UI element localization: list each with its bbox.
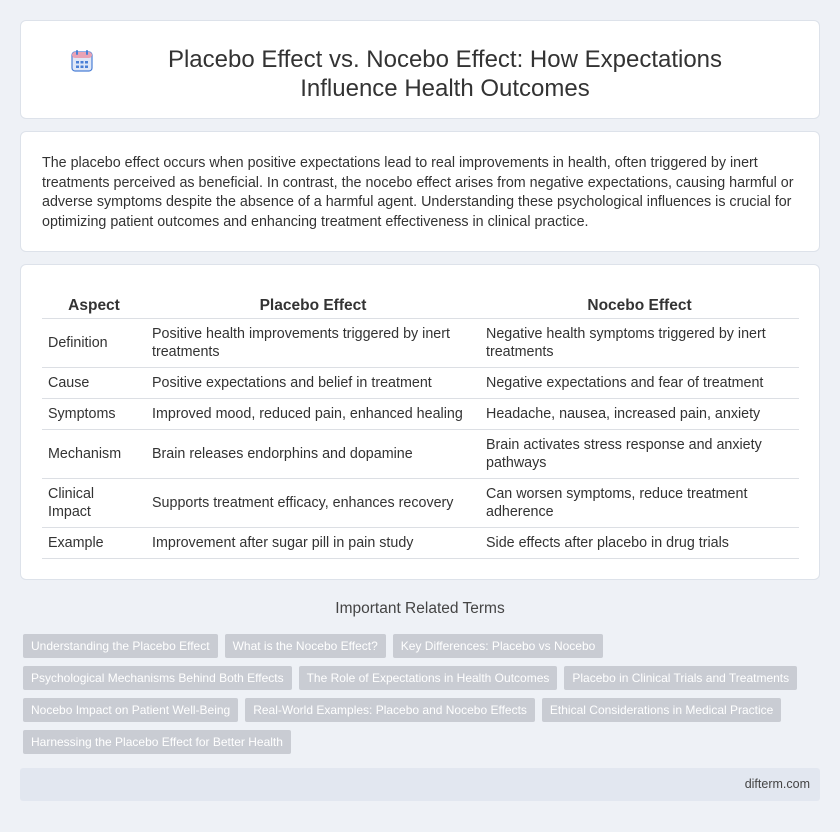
related-term-tag[interactable]: Nocebo Impact on Patient Well-Being — [23, 698, 238, 722]
table-row — [42, 478, 799, 527]
comparison-table-card — [20, 264, 820, 580]
nocebo-cell: Side effects after placebo in drug trials — [480, 527, 799, 558]
related-term-tag[interactable]: Psychological Mechanisms Behind Both Effects — [23, 666, 292, 690]
related-terms-list — [23, 634, 813, 762]
related-term-tag[interactable]: Real-World Examples: Placebo and Nocebo Effects — [245, 698, 535, 722]
intro-paragraph: The placebo effect occurs when positive expectations lead to real improvements in health, often triggered by inert treatments perceived as beneficial. In contrast, the nocebo effect arises from negative expectations, causing harmful or adverse symptoms despite the absence of a harmful agent. Understanding these psychological influences is crucial for optimizing patient outcomes and enhancing treatment effectiveness in clinical practice. — [42, 155, 794, 230]
nocebo-cell: Brain activates stress response and anxiety pathways — [480, 429, 799, 478]
tag-row — [23, 730, 813, 754]
related-term-tag[interactable]: Placebo in Clinical Trials and Treatments — [564, 666, 797, 690]
related-term-tag[interactable]: Harnessing the Placebo Effect for Better Health — [23, 730, 291, 754]
nocebo-cell: Negative health symptoms triggered by inert treatments — [480, 318, 799, 367]
tag-row — [23, 698, 813, 722]
related-term-tag[interactable]: Understanding the Placebo Effect — [23, 634, 218, 658]
tag-row — [23, 634, 813, 658]
footer-site-link[interactable]: difterm.com — [744, 777, 810, 791]
table-header-row — [42, 294, 799, 318]
tag-row — [23, 666, 813, 690]
table-row — [42, 527, 799, 558]
comparison-table — [42, 294, 799, 559]
aspect-cell: Cause — [42, 367, 146, 398]
footer — [20, 768, 820, 801]
intro-card — [20, 131, 820, 252]
related-term-tag[interactable]: What is the Nocebo Effect? — [225, 634, 386, 658]
column-header-nocebo: Nocebo Effect — [480, 294, 799, 318]
placebo-cell: Improvement after sugar pill in pain study — [146, 527, 480, 558]
table-row — [42, 318, 799, 367]
placebo-cell: Positive expectations and belief in treatment — [146, 367, 480, 398]
column-header-placebo: Placebo Effect — [146, 294, 480, 318]
page-title: Placebo Effect vs. Nocebo Effect: How Expectations Influence Health Outcomes — [167, 46, 723, 102]
table-row — [42, 398, 799, 429]
nocebo-cell: Negative expectations and fear of treatment — [480, 367, 799, 398]
nocebo-cell: Can worsen symptoms, reduce treatment adherence — [480, 478, 799, 527]
aspect-cell: Example — [42, 527, 146, 558]
aspect-cell: Mechanism — [42, 429, 146, 478]
aspect-cell: Definition — [42, 318, 146, 367]
placebo-cell: Positive health improvements triggered by inert treatments — [146, 318, 480, 367]
header-card — [20, 20, 820, 119]
placebo-cell: Improved mood, reduced pain, enhanced healing — [146, 398, 480, 429]
related-term-tag[interactable]: Ethical Considerations in Medical Practice — [542, 698, 781, 722]
related-term-tag[interactable]: Key Differences: Placebo vs Nocebo — [393, 634, 604, 658]
nocebo-cell: Headache, nausea, increased pain, anxiety — [480, 398, 799, 429]
placebo-cell: Brain releases endorphins and dopamine — [146, 429, 480, 478]
aspect-cell: Clinical Impact — [42, 478, 146, 527]
related-term-tag[interactable]: The Role of Expectations in Health Outcomes — [299, 666, 558, 690]
column-header-aspect: Aspect — [42, 294, 146, 318]
table-row — [42, 429, 799, 478]
aspect-cell: Symptoms — [42, 398, 146, 429]
related-terms-title: Important Related Terms — [335, 600, 505, 617]
table-row — [42, 367, 799, 398]
placebo-cell: Supports treatment efficacy, enhances recovery — [146, 478, 480, 527]
